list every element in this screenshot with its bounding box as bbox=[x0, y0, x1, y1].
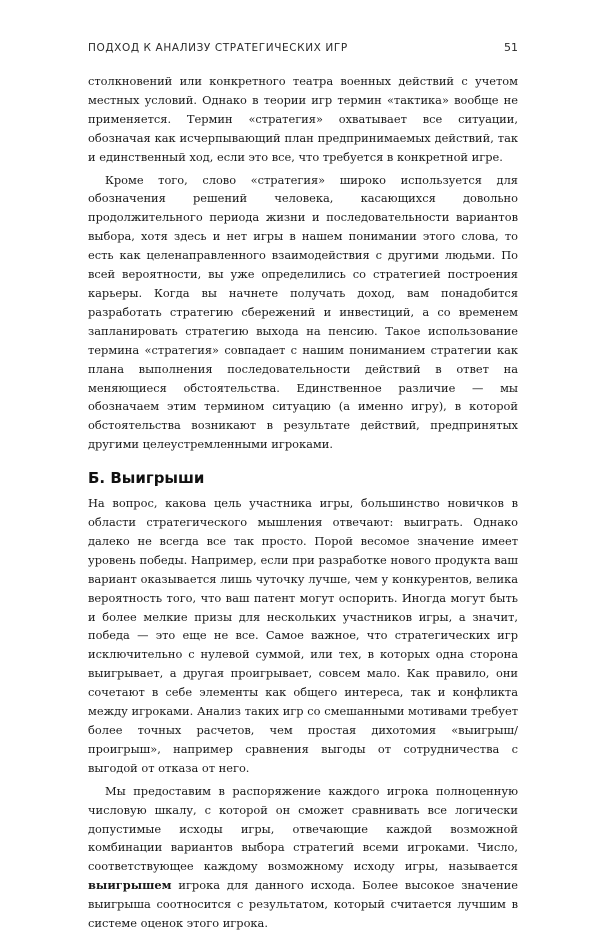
section-heading: Б. Выигрыши bbox=[88, 469, 205, 488]
definition-text-after: игрока для данного исхода. Более высокое значение выигрыша соотносится с результатом, который считается лучшим в системе оценок этого игрока. bbox=[88, 878, 518, 931]
definition-text-before: Мы предоставим в распоряжение каждого игрока полноценную числовую шкалу, с которой он сможет сравнивать все логически допустимые исходы игры, отвечающие каждой возможной комбинации вариантов выбора стратегий всеми игроками. Число, соответствующее каждому возможному исходу игры, называется bbox=[88, 783, 518, 874]
page-number: 51 bbox=[504, 41, 518, 54]
paragraph-payoffs-definition bbox=[88, 782, 518, 933]
paragraph-strategy: Кроме того, слово «стратегия» широко используется для обозначения решений человека, касающихся довольно продолжительного периода жизни и последовательности вариантов выбора, хотя здесь и нет игры в нашем понимании этого слова, то есть как целенаправленного взаимодействия с другими людьми. По всей вероятности, вы уже определились со стратегией построения карьеры. Когда вы начнете получать доход, вам понадобится разработать стратегию сбережений и инвестиций, а со временем запланировать стратегию выхода на пенсию. Такое использование термина «стратегия» совпадает с нашим пониманием стратегии как плана выполнения последовательности действий в ответ на меняющиеся обстоятельства. Единственное различие — мы обозначаем этим термином ситуацию (а именно игру), в которой обстоятельства возникают в результате действий, предпринятых другими целеустремленными игроками. bbox=[88, 172, 518, 452]
defined-term: выигрышем bbox=[88, 878, 172, 893]
running-header bbox=[88, 41, 518, 54]
paragraph-continued: столкновений или конкретного театра военных действий с учетом местных условий. Однако в теории игр термин «тактика» вообще не применяется. Термин «стратегия» охватывает все ситуации, обозначая как исчерпывающий план предпринимаемых действий, так и единственный ход, если это все, что требуется в конкретной игре. bbox=[88, 74, 518, 164]
header-title: ПОДХОД К АНАЛИЗУ СТРАТЕГИЧЕСКИХ ИГР bbox=[88, 42, 348, 54]
body-text bbox=[88, 72, 518, 933]
paragraph-payoffs-intro: На вопрос, какова цель участника игры, большинство новичков в области стратегического мышления отвечают: выиграть. Однако далеко не всегда все так просто. Порой весомое значение имеет уровень победы. Например, если при разработке нового продукта ваш вариант оказывается лишь чуточку лучше, чем у конкурентов, велика вероятность того, что ваш патент могут оспорить. Иногда могут быть и более мелкие призы для нескольких участников игры, а значит, победа — это еще не все. Самое важное, что стратегических игр исключительно с нулевой суммой, или тех, в которых одна сторона выигрывает, а другая проигрывает, совсем мало. Как правило, они сочетают в себе элементы как общего интереса, так и конфликта между игроками. Анализ таких игр со смешанными мотивами требует более точных расчетов, чем простая дихотомия «выигрыш/проигрыш», например сравнения выгоды от сотрудничества с выгодой от отказа от него. bbox=[88, 496, 518, 775]
